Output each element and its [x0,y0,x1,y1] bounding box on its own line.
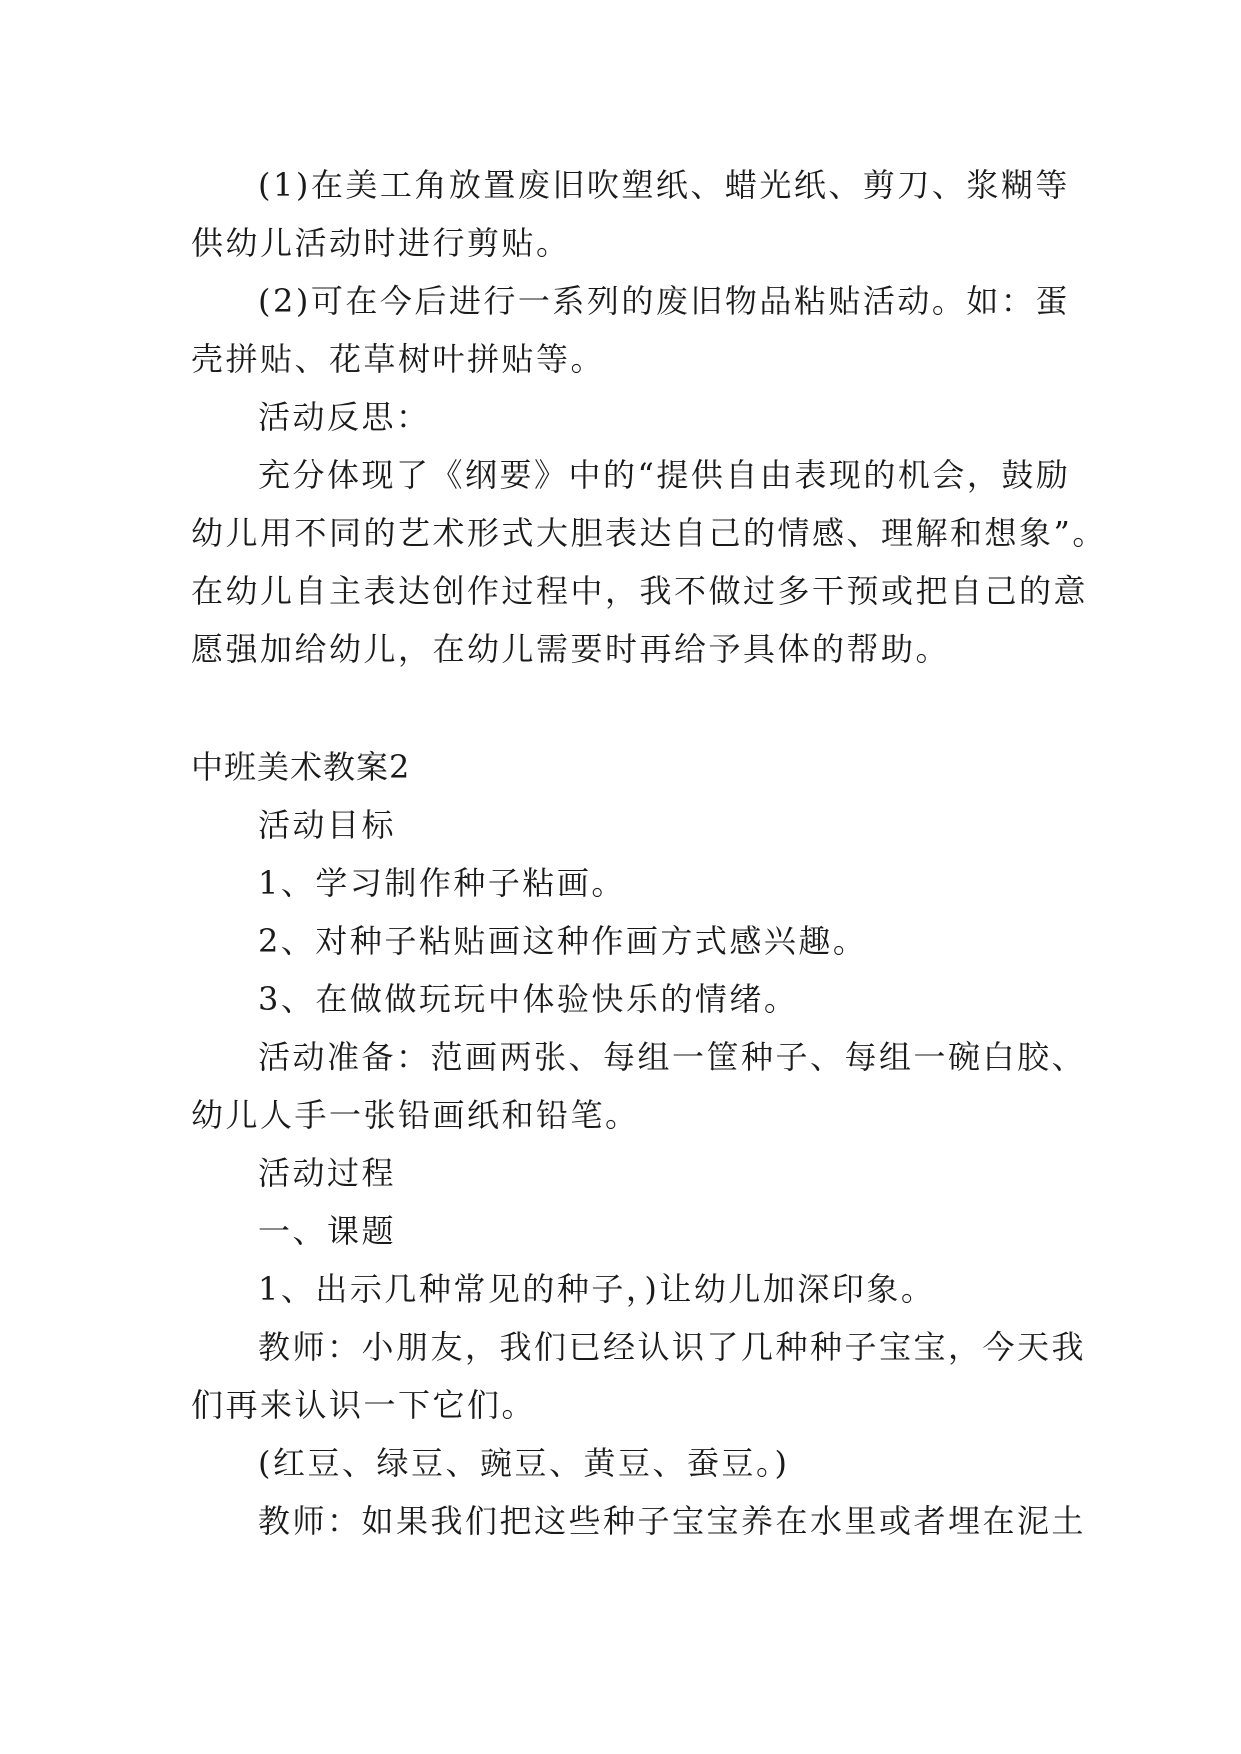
paragraph-line: 供幼儿活动时进行剪贴。 [191,224,571,262]
paragraph-line: 愿强加给幼儿，在幼儿需要时再给予具体的帮助。 [191,630,951,668]
paragraph-line: 幼儿用不同的艺术形式大胆表达自己的情感、理解和想象”。 [191,514,1107,552]
paragraph-line: 们再来认识一下它们。 [191,1386,537,1424]
section-label: 活动目标 [258,806,397,844]
paragraph-line: 壳拼贴、花草树叶拼贴等。 [191,340,606,378]
section-label: 活动过程 [258,1154,397,1192]
paragraph-line: 活动准备：范画两张、每组一筐种子、每组一碗白胶、 [258,1038,1087,1076]
list-item: 2、对种子粘贴画这种作画方式感兴趣。 [258,922,868,960]
paragraph-line: 教师：小朋友，我们已经认识了几种种子宝宝，今天我 [258,1328,1087,1366]
paragraph-line: (红豆、绿豆、豌豆、黄豆、蚕豆。) [258,1444,790,1482]
section-label: 活动反思： [258,398,431,436]
paragraph-line: (1)在美工角放置废旧吹塑纸、蜡光纸、剪刀、浆糊等 [258,166,1070,204]
list-item: 1、学习制作种子粘画。 [258,864,626,902]
list-item: 1、出示几种常见的种子，)让幼儿加深印象。 [258,1270,936,1308]
section-label: 一、课题 [258,1212,397,1250]
paragraph-line: 在幼儿自主表达创作过程中，我不做过多干预或把自己的意 [191,572,1089,610]
paragraph-line: (2)可在今后进行一系列的废旧物品粘贴活动。如：蛋 [258,282,1070,320]
list-item: 3、在做做玩玩中体验快乐的情绪。 [258,980,799,1018]
paragraph-line: 幼儿人手一张铅画纸和铅笔。 [191,1096,640,1134]
paragraph-line: 充分体现了《纲要》中的“提供自由表现的机会，鼓励 [258,456,1071,494]
section-title: 中班美术教案2 [191,748,411,786]
paragraph-line: 教师：如果我们把这些种子宝宝养在水里或者埋在泥土 [258,1502,1087,1540]
